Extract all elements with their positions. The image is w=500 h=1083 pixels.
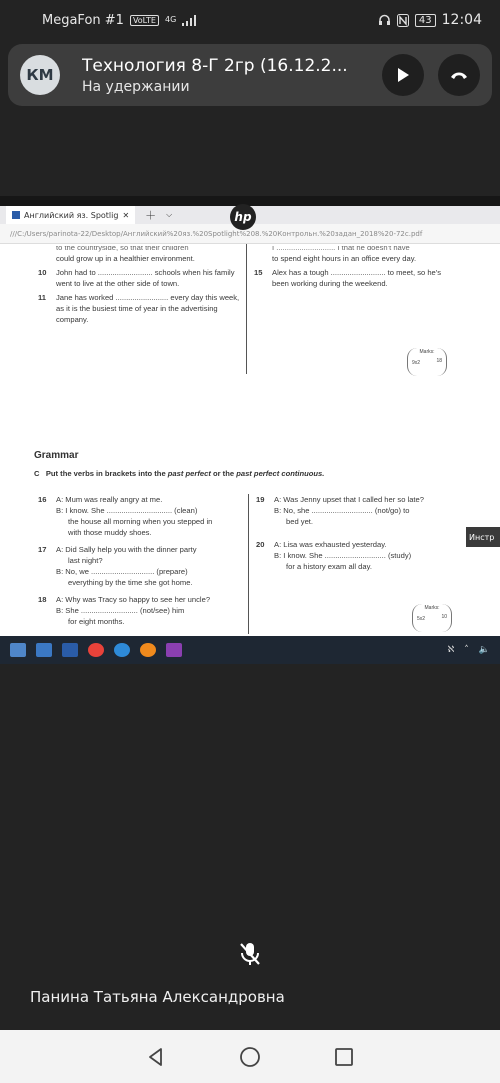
play-icon (396, 67, 410, 83)
exercise-instruction: C Put the verbs in brackets into the past perfect or the past perfect continuous. (34, 469, 325, 478)
pdf-page (0, 244, 500, 634)
mute-button[interactable] (232, 936, 268, 972)
edge-icon[interactable] (114, 643, 130, 657)
list-item: 10 John had to .......................... schools when his family went to live at the other side of town. (38, 268, 235, 288)
column-divider (246, 244, 247, 374)
participant-name: Панина Татьяна Александровна (30, 988, 285, 1006)
grammar-right-column (252, 494, 462, 575)
list-item: 18 A: Why was Tracy so happy to see her uncle? B: She ........................... (not/see) him for eight months. (38, 595, 211, 626)
list-item: could grow up in a healthier environment. (56, 254, 195, 263)
laptop-bezel (0, 196, 500, 206)
close-tab-icon[interactable]: ✕ (122, 210, 130, 220)
marks-box: Marks: 18 9x2 (407, 348, 447, 376)
grammar-left-column (34, 494, 244, 630)
people-icon[interactable]: ℵ (447, 645, 455, 655)
volte-badge: VoLTE (130, 15, 159, 26)
network-type: 4G (164, 15, 177, 24)
clock: 12:04 (441, 12, 482, 28)
list-item: to spend eight hours in an office every day. (272, 254, 417, 263)
status-bar (0, 0, 500, 40)
list-item: 11 Jane has worked ......................... every day this week, as it is the busiest time of year in the advertising company. (38, 293, 240, 324)
carrier-name: MegaFon #1 (42, 12, 124, 28)
call-header[interactable] (8, 44, 492, 106)
side-panel-tab[interactable]: Инстр (466, 527, 500, 547)
mail-icon[interactable] (36, 643, 52, 657)
android-nav-bar (0, 1030, 500, 1083)
shared-screen (0, 196, 500, 664)
nfc-icon (397, 14, 409, 27)
hang-up-icon (450, 70, 468, 80)
yandex-icon[interactable] (88, 643, 104, 657)
back-icon[interactable] (146, 1047, 166, 1067)
firefox-icon[interactable] (140, 643, 156, 657)
headset-icon (378, 14, 391, 27)
section-heading: Grammar (34, 450, 79, 461)
list-item: 19 A: Was Jenny upset that I called her so late? B: No, she ............................. (not/go) to bed yet. (256, 495, 424, 526)
cut-line-left: to the countryside, so that their children (56, 246, 189, 252)
new-tab-icon[interactable]: ＋ (145, 209, 157, 222)
recents-icon[interactable] (334, 1047, 354, 1067)
pdf-icon (12, 211, 20, 219)
word-icon[interactable] (62, 643, 78, 657)
windows-taskbar (0, 636, 500, 664)
chevron-up-icon[interactable]: ˄ (464, 645, 469, 655)
battery-level: 43 (415, 14, 436, 27)
hp-logo: hp (230, 204, 256, 230)
marks-box: Marks: 10 5x2 (412, 604, 452, 632)
signal-icon (182, 15, 196, 26)
list-item: 15 Alex has a tough .......................... to meet, so he's been working during the weekend. (254, 268, 442, 288)
home-icon[interactable] (239, 1046, 261, 1068)
tab-title: Английский яз. Spotlig (24, 210, 119, 220)
resume-button[interactable] (382, 54, 424, 96)
list-item: 20 A: Lisa was exhausted yesterday. B: I know. She ............................. (study) for a history exam all day. (256, 540, 412, 571)
chevron-down-icon[interactable]: ⌵ (166, 210, 173, 219)
teams-icon[interactable] (166, 643, 182, 657)
hang-up-button[interactable] (438, 54, 480, 96)
address-bar[interactable]: ///C:/Users/parinota-22/Desktop/Английский%20яз.%20Spotlight%208.%20Контрольн.%20задан_2018%20-72с.pdf (0, 224, 500, 244)
call-title: Технология 8-Г 2гр (16.12.2... (82, 55, 348, 76)
microphone-off-icon (238, 941, 262, 967)
call-status: На удержании (82, 78, 190, 95)
browser-tab[interactable] (6, 206, 135, 224)
list-item: 16 A: Mum was really angry at me. B: I know. She ............................... (clean) the house all morning when you stepped in with those muddy shoes. (38, 495, 213, 537)
cut-line-right: I ............................ I that he doesn't have (272, 246, 410, 252)
column-divider (248, 494, 249, 634)
list-item: 17 A: Did Sally help you with the dinner party last night? B: No, we .............................. (prepare) everything by the time she got home. (38, 545, 197, 587)
avatar: КМ (20, 55, 60, 95)
volume-icon[interactable]: 🔈 (478, 645, 490, 655)
task-view-icon[interactable] (10, 643, 26, 657)
